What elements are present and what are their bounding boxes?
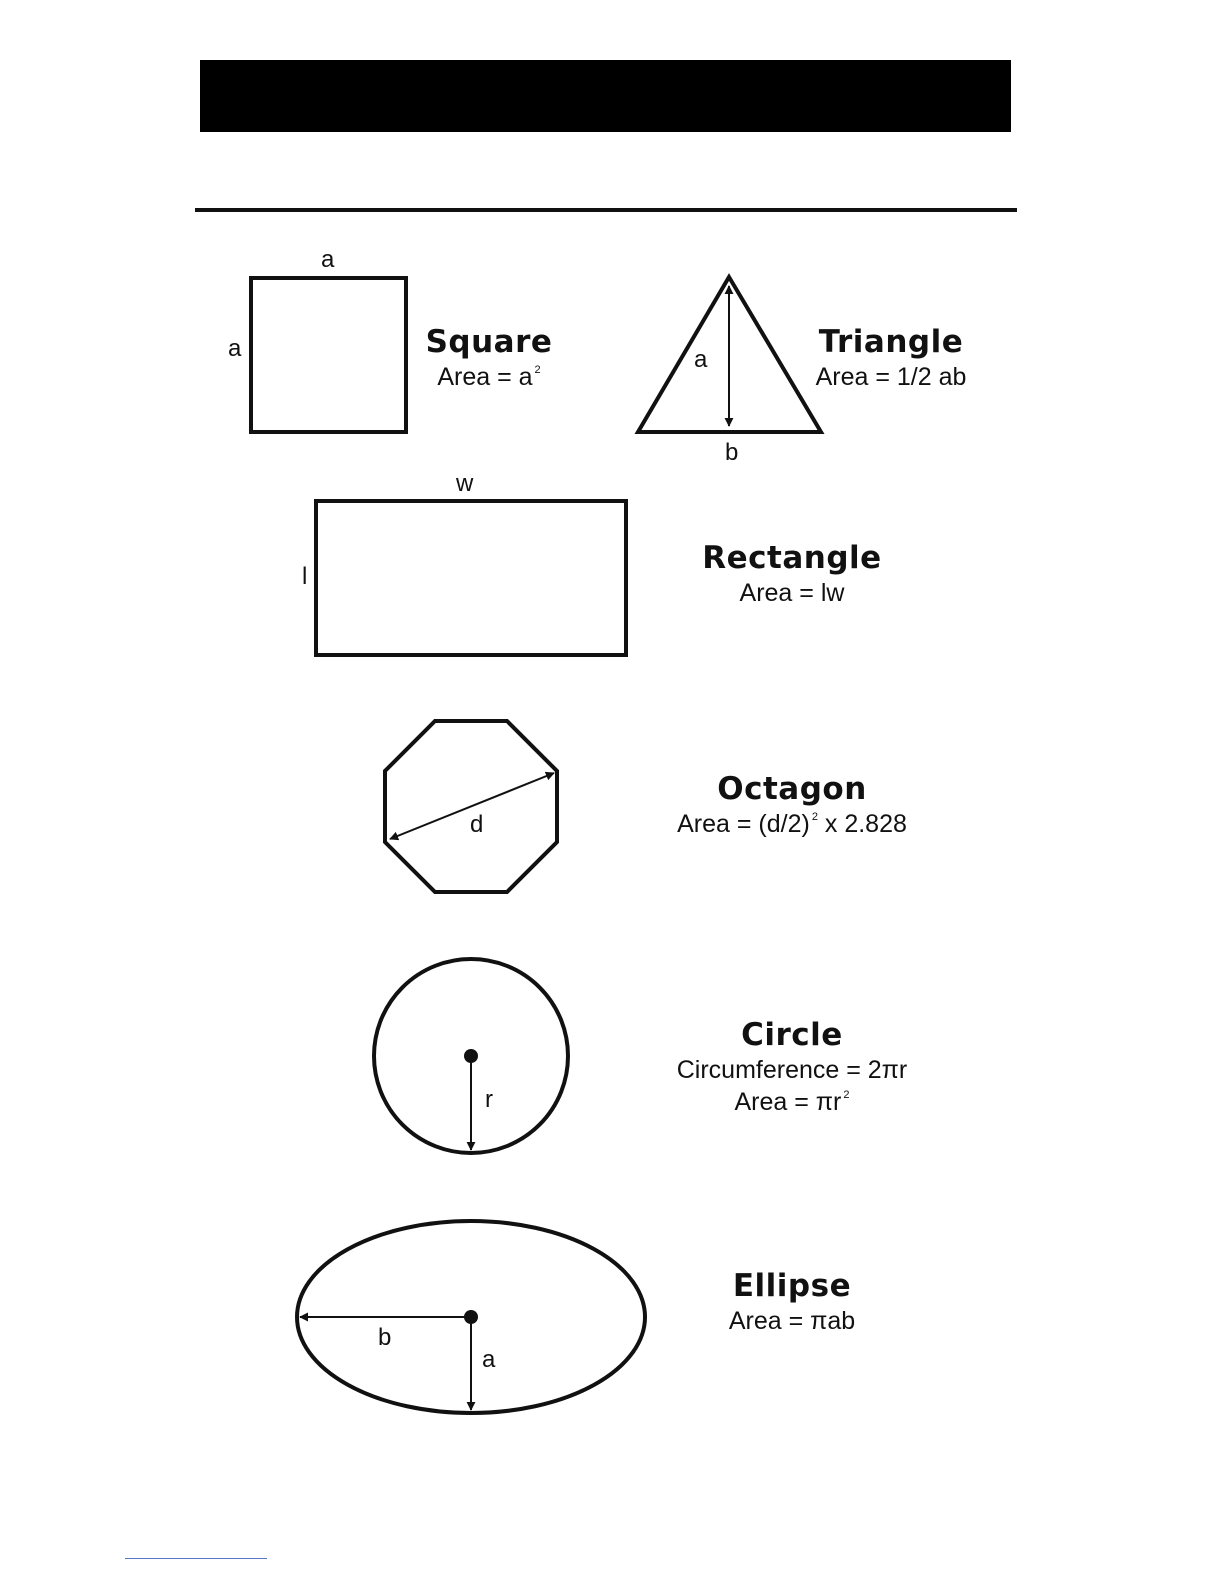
circle-exponent: 2: [843, 1089, 850, 1102]
circle-caption: [652, 1018, 932, 1119]
square-label-side: a: [228, 335, 242, 362]
triangle-label-base: b: [725, 439, 739, 466]
triangle-caption: [800, 325, 982, 393]
square-formula-text: Area = a: [437, 362, 533, 391]
circle-circumference: Circumference = 2πr: [676, 1055, 908, 1084]
ellipse-title: Ellipse: [732, 1268, 852, 1304]
square-label-top: a: [321, 246, 335, 273]
rectangle-label-length: l: [302, 563, 308, 590]
square-shape: [251, 278, 406, 432]
ellipse-formula: Area = πab: [728, 1306, 856, 1335]
circle-area-text: Area = πr: [734, 1088, 842, 1117]
square-title: Square: [425, 324, 553, 360]
octagon-caption: [652, 772, 932, 840]
rectangle-caption: [682, 541, 902, 609]
octagon-formula-end: x 2.828: [817, 809, 907, 838]
rectangle-label-width: w: [456, 470, 474, 497]
footer-link-underline[interactable]: [125, 1558, 267, 1559]
triangle-label-height: a: [694, 346, 708, 373]
circle-area: [652, 1086, 932, 1119]
ellipse-caption: [682, 1269, 902, 1337]
square-formula: [409, 361, 569, 394]
square-caption: [409, 325, 569, 393]
rectangle-shape: [316, 501, 626, 655]
ellipse-label-a: a: [482, 1346, 496, 1373]
circle-label-radius: r: [485, 1086, 493, 1113]
circle-title: Circle: [741, 1017, 843, 1053]
ellipse-label-b: b: [378, 1324, 392, 1351]
octagon-formula: [652, 808, 932, 841]
octagon-formula-start: Area = (d/2): [677, 809, 810, 838]
octagon-exponent: 2: [811, 810, 818, 823]
octagon-title: Octagon: [717, 771, 867, 807]
triangle-formula: Area = 1/2 ab: [815, 362, 967, 391]
rectangle-formula: Area = lw: [739, 578, 845, 607]
square-exponent: 2: [534, 363, 541, 376]
triangle-title: Triangle: [818, 324, 964, 360]
rectangle-title: Rectangle: [702, 540, 882, 576]
octagon-label-diagonal: d: [470, 811, 484, 838]
